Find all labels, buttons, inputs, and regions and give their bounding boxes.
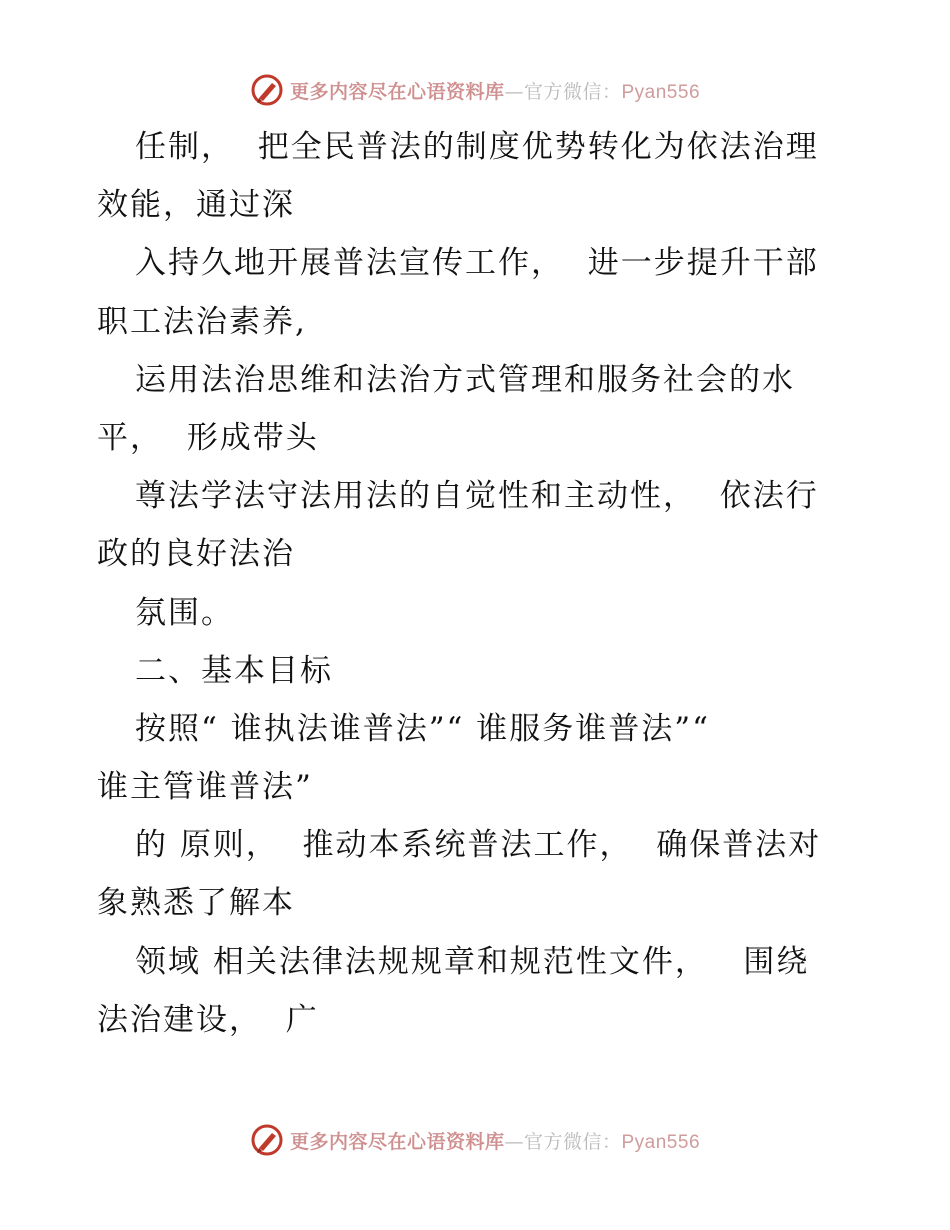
pen-logo-icon bbox=[250, 73, 284, 107]
pen-logo-icon bbox=[250, 1123, 284, 1157]
text-line: 法治建设， 广 bbox=[97, 1001, 319, 1038]
header-banner bbox=[0, 70, 950, 110]
document-body bbox=[97, 118, 837, 1049]
text-line: 职工法治素养, bbox=[97, 303, 307, 340]
text-line: 领域 相关法律法规规章和规范性文件， 围绕 bbox=[135, 943, 810, 980]
text-line: 任制， 把全民普法的制度优势转化为依法治理 bbox=[135, 129, 819, 165]
footer-banner bbox=[0, 1120, 950, 1160]
text-line: 的 原则， 推动本系统普法工作， 确保普法对 bbox=[135, 827, 822, 864]
footer-text bbox=[290, 1127, 700, 1154]
text-line: 氛围。 bbox=[135, 594, 234, 631]
text-line: 运用法治思维和法治方式管理和服务社会的水 bbox=[135, 361, 795, 398]
header-brand: 更多内容尽在心语资料库 bbox=[289, 80, 505, 103]
text-line: 谁主管谁普法” bbox=[97, 769, 313, 806]
text-line: 效能，通过深 bbox=[97, 187, 295, 224]
header-dash: — bbox=[504, 80, 524, 103]
text-line: 按照“ 谁执法谁普法”“ 谁服务谁普法”“ bbox=[135, 710, 710, 747]
footer-wechat-id: Pyan556 bbox=[621, 1131, 701, 1153]
text-line: 平， 形成带头 bbox=[97, 419, 319, 456]
header-wechat-id: Pyan556 bbox=[621, 81, 701, 103]
footer-wechat-label: 官方微信： bbox=[523, 1130, 622, 1153]
header-text bbox=[290, 77, 700, 104]
text-line: 入持久地开展普法宣传工作， 进一步提升干部 bbox=[135, 245, 819, 282]
text-line: 政的良好法治 bbox=[97, 536, 295, 573]
text-line: 象熟悉了解本 bbox=[97, 885, 295, 922]
footer-brand: 更多内容尽在心语资料库 bbox=[289, 1130, 505, 1153]
text-line: 尊法学法守法用法的自觉性和主动性， 依法行 bbox=[135, 478, 819, 515]
header-wechat-label: 官方微信： bbox=[523, 80, 622, 103]
section-heading: 二、基本目标 bbox=[135, 652, 333, 689]
footer-dash: — bbox=[504, 1130, 524, 1153]
